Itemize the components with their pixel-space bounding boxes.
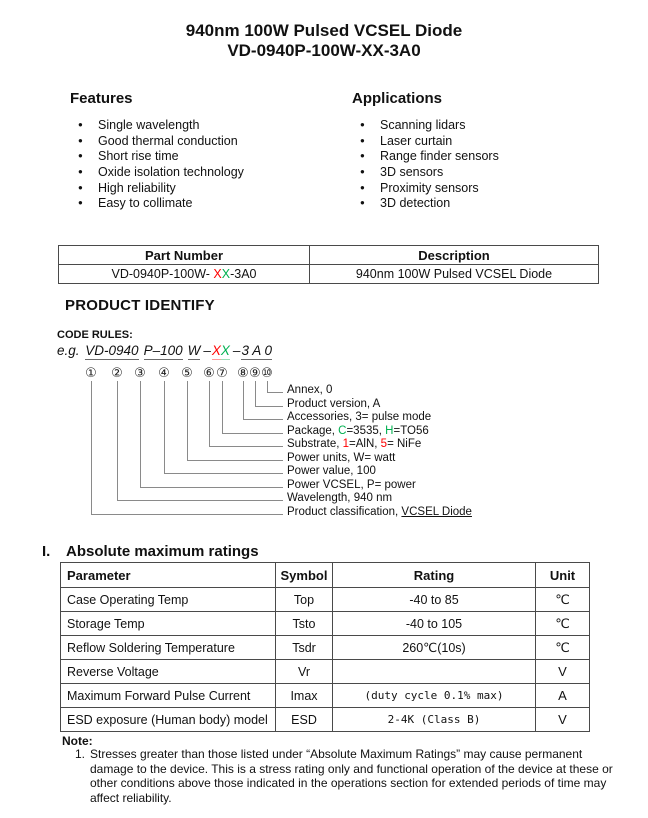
code-seg-4: 3 A 0 [241, 343, 272, 358]
parameter-cell: Maximum Forward Pulse Current [61, 684, 276, 708]
bullet-icon: ● [360, 135, 365, 145]
table-row [61, 612, 590, 636]
circle-digit-5: ⑤ [181, 366, 193, 381]
bullet-icon: ● [78, 182, 83, 192]
list-item [78, 195, 244, 211]
code-dash-1: – [203, 343, 211, 358]
ratings-table [60, 562, 590, 732]
eg-prefix: e.g. [57, 343, 84, 358]
unit-cell: ℃ [536, 636, 590, 660]
list-item [78, 117, 244, 133]
feature-text: Single wavelength [98, 117, 200, 132]
col-header-symbol: Symbol [276, 563, 333, 588]
rating-cell: 260℃(10s) [333, 636, 536, 660]
application-text: Laser curtain [380, 133, 453, 148]
list-item [360, 180, 499, 196]
circle-digit-10: ⑩ [261, 366, 273, 381]
legend-substrate: Substrate, 1=AlN, 5= NiFe [287, 438, 422, 450]
list-item [78, 180, 244, 196]
circle-digit-1: ① [85, 366, 97, 381]
circle-digit-7: ⑦ [216, 366, 228, 381]
bullet-icon: ● [78, 166, 83, 176]
code-example-line [57, 343, 272, 358]
list-item [360, 195, 499, 211]
application-text: Range finder sensors [380, 149, 499, 164]
note-number: 1. [75, 747, 86, 761]
list-item [78, 133, 244, 149]
circle-digit-6: ⑥ [203, 366, 215, 381]
circle-digit-8: ⑧ [237, 366, 249, 381]
application-text: Scanning lidars [380, 117, 466, 132]
applications-list [360, 117, 499, 211]
bullet-icon: ● [78, 198, 83, 208]
table-row [59, 265, 599, 284]
symbol-cell: Tsto [276, 612, 333, 636]
col-header-part-number: Part Number [59, 246, 310, 265]
symbol-cell: Tsdr [276, 636, 333, 660]
rating-cell [333, 660, 536, 684]
col-header-unit: Unit [536, 563, 590, 588]
unit-cell: V [536, 708, 590, 732]
list-item [78, 164, 244, 180]
feature-text: Easy to collimate [98, 196, 193, 211]
parameter-cell: Reflow Soldering Temperature [61, 636, 276, 660]
symbol-cell: Top [276, 588, 333, 612]
code-x2: X [220, 343, 230, 358]
bullet-icon: ● [360, 198, 365, 208]
code-dash-2: – [232, 343, 241, 358]
bullet-icon: ● [360, 182, 365, 192]
application-text: Proximity sensors [380, 180, 479, 195]
table-row [61, 684, 590, 708]
list-item [360, 164, 499, 180]
features-list [78, 117, 244, 211]
bullet-icon: ● [360, 119, 365, 129]
unit-cell: ℃ [536, 612, 590, 636]
legend-product-classification: Product classification, VCSEL Diode [287, 506, 472, 518]
rating-cell: -40 to 105 [333, 612, 536, 636]
table-row [61, 708, 590, 732]
code-seg-2: P–100 [143, 343, 183, 358]
application-text: 3D detection [380, 196, 451, 211]
unit-cell: ℃ [536, 588, 590, 612]
doc-title-line1: 940nm 100W Pulsed VCSEL Diode [185, 21, 463, 40]
part-number-x2: X [221, 267, 231, 281]
rating-cell: 2-4K (Class B) [333, 708, 536, 732]
code-x1: X [211, 343, 221, 358]
table-row [61, 660, 590, 684]
product-identify-heading: PRODUCT IDENTIFY [65, 297, 215, 314]
applications-heading: Applications [352, 90, 443, 107]
doc-title-line2: VD-0940P-100W-XX-3A0 [227, 41, 421, 60]
legend-power-units: Power units, W= watt [287, 452, 396, 464]
note-text: Stresses greater than those listed under “Absolute Maximum Ratings” may cause permanent damage to the device. This is a stress rating only and functional operation of the device at these or other conditions above those indicated in the operations section for extended periods of time may affect reliability. [90, 747, 613, 805]
ratings-section-heading [42, 543, 259, 560]
bullet-icon: ● [78, 119, 83, 129]
col-header-parameter: Parameter [61, 563, 276, 588]
parameter-cell: Reverse Voltage [61, 660, 276, 684]
table-header-row [61, 563, 590, 588]
feature-text: High reliability [98, 180, 176, 195]
bullet-icon: ● [78, 151, 83, 161]
table-header-row [59, 246, 599, 265]
table-row [61, 588, 590, 612]
legend-power-value: Power value, 100 [287, 465, 376, 477]
code-rules-label: CODE RULES: [57, 329, 133, 341]
note-item [75, 747, 615, 805]
legend-power-vcsel: Power VCSEL, P= power [287, 479, 416, 491]
bullet-icon: ● [78, 135, 83, 145]
list-item [360, 117, 499, 133]
feature-text: Short rise time [98, 149, 179, 164]
bullet-icon: ● [360, 166, 365, 176]
legend-product-version: Product version, A [287, 398, 381, 410]
table-row [61, 636, 590, 660]
unit-cell: A [536, 684, 590, 708]
symbol-cell: ESD [276, 708, 333, 732]
feature-text: Oxide isolation technology [98, 164, 244, 179]
note-heading: Note: [62, 734, 93, 748]
section-number: I. [42, 543, 51, 560]
feature-text: Good thermal conduction [98, 133, 238, 148]
part-number-table [58, 245, 599, 284]
part-number-x1: X [213, 267, 222, 281]
bullet-icon: ● [360, 151, 365, 161]
legend-annex: Annex, 0 [287, 384, 333, 396]
col-header-description: Description [310, 246, 599, 265]
circle-digit-9: ⑨ [249, 366, 261, 381]
parameter-cell: ESD exposure (Human body) model [61, 708, 276, 732]
legend-package: Package, C=3535, H=TO56 [287, 425, 429, 437]
circle-digit-4: ④ [158, 366, 170, 381]
code-seg-3: W [187, 343, 201, 358]
section-title: Absolute maximum ratings [66, 543, 259, 560]
application-text: 3D sensors [380, 164, 444, 179]
list-item [360, 148, 499, 164]
list-item [360, 133, 499, 149]
circle-digit-3: ③ [134, 366, 146, 381]
legend-accessories: Accessories, 3= pulse mode [287, 411, 432, 423]
parameter-cell: Storage Temp [61, 612, 276, 636]
rating-cell: -40 to 85 [333, 588, 536, 612]
code-seg-1: VD-0940 [85, 343, 139, 358]
description-cell: 940nm 100W Pulsed VCSEL Diode [310, 265, 599, 284]
symbol-cell: Imax [276, 684, 333, 708]
rating-cell: (duty cycle 0.1% max) [333, 684, 536, 708]
features-heading: Features [70, 90, 133, 107]
unit-cell: V [536, 660, 590, 684]
col-header-rating: Rating [333, 563, 536, 588]
legend-wavelength: Wavelength, 940 nm [287, 492, 393, 504]
part-number-cell: VD-0940P-100W- XX-3A0 [59, 265, 310, 284]
symbol-cell: Vr [276, 660, 333, 684]
parameter-cell: Case Operating Temp [61, 588, 276, 612]
connector-line-1 [91, 381, 283, 515]
circle-digit-2: ② [111, 366, 123, 381]
doc-title [0, 21, 648, 61]
list-item [78, 148, 244, 164]
